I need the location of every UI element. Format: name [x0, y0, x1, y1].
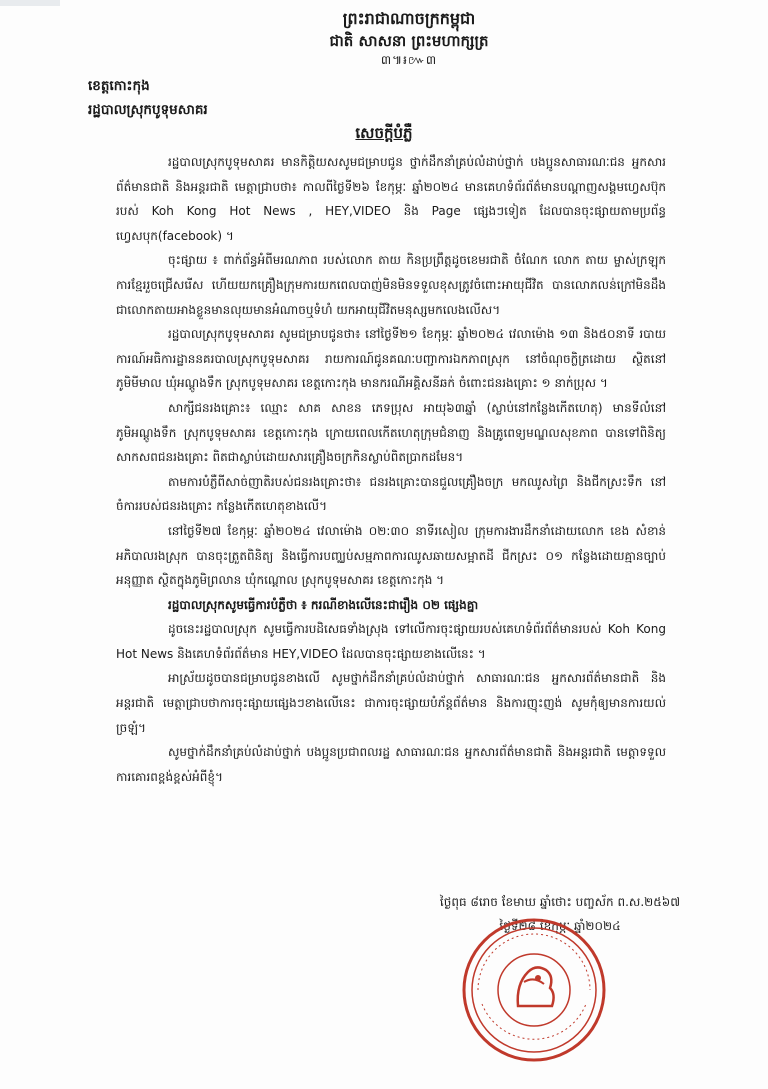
paragraph: សាក្សីជនរងគ្រោះ៖ ឈ្មោះ សាគ សាខន ភេទប្រុស អាយុ៦៣ឆ្នាំ (ស្លាប់នៅកន្លែងកើតហេតុ) មានទីលំនៅភូមិអណ្តូងទឹក ស្រុកបូទុមសាគរ ខេត្តកោះកុង ក្រោយពេលកើតហេតុក្រុមជំនាញ និងគ្រូពេទ្យមណ្ឌលសុខភាព បានទៅពិនិត្យសាកសពជនរងគ្រោះ ពិតជាស្លាប់ដោយសារគ្រឿងចក្រកិនស្លាប់ពិតប្រាកដមែន។ — [116, 400, 666, 465]
national-motto: ជាតិ សាសនា ព្រះមហាក្សត្រ — [329, 32, 489, 50]
kingdom-title: ព្រះរាជាណាចក្រកម្ពុជា — [342, 9, 476, 28]
issuing-authority — [88, 74, 208, 122]
district-administration: រដ្ឋបាលស្រុកបូទុមសាគរ — [88, 102, 208, 118]
paragraph: សូមថ្នាក់ដឹកនាំគ្រប់លំដាប់ថ្នាក់ បងប្អូនប្រជាពលរដ្ឋ សាធារណៈជន អ្នកសារព័ត៌មានជាតិ និងអន្តរជាតិ មេត្តាទទួលការគោរពខ្ពង់ខ្ពស់អំពីខ្ញុំ។ — [116, 745, 666, 784]
paragraph: ដូចនេះរដ្ឋបាលស្រុក សូមធ្វើការបដិសេធទាំងស្រុង ទៅលើការចុះផ្សាយរបស់គេហទំព័រព័ត៌មានរបស់ Koh Kong Hot News និងគេហទំព័រព័ត៌មាន HEY,VIDEO ដែលបានចុះផ្សាយខាងលើនេះ ។ — [116, 622, 666, 661]
document-title: សេចក្តីបំភ្លឺ — [355, 124, 413, 142]
ornament-divider: ៣៕៛៚៣ — [380, 53, 438, 67]
document-body — [116, 150, 666, 789]
paragraph: តាមការបំភ្លឺពីសាច់ញាតិរបស់ជនរងគ្រោះថា៖ ជនរងគ្រោះបានជួលគ្រឿងចក្រ មកឈូសព្រៃ និងជីកស្រះទឹក នៅចំការរបស់ជនរងគ្រោះ កន្លែងកើតហេតុខាងលើ។ — [116, 474, 666, 514]
lunar-date: ថ្ងៃពុធ ៨រោច ខែមាឃ ឆ្នាំថោះ បញ្ចស័ក ព.ស.២៥៦៧ — [439, 895, 681, 909]
paragraph: អាស្រ័យដូចបានជម្រាបជូនខាងលើ សូមថ្នាក់ដឹកនាំគ្រប់លំដាប់ថ្នាក់ សាធារណៈជន អ្នកសារព័ត៌មានជាតិ និងអន្តរជាតិ មេត្តាជ្រាបថាការចុះផ្សាយផ្សេងៗខាងលើនេះ ជាការចុះផ្សាយបំភ័ន្តព័ត៌មាន និងការញុះញង់ សូមកុំឲ្យមានការយល់ច្រឡំ។ — [116, 671, 666, 735]
paragraph: រដ្ឋបាលស្រុកបូទុមសាគរ មានកិត្តិយសសូមជម្រាបជូន ថ្នាក់ដឹកនាំគ្រប់លំដាប់ថ្នាក់ បងប្អូនសាធារណៈជន អ្នកសារព័ត៌មានជាតិ និងអន្តរជាតិ មេត្តាជ្រាបថា៖ កាលពីថ្ងៃទី២៦ ខែកុម្ភៈ ឆ្នាំ២០២៤ មានគេហទំព័រព័ត៌មានបណ្តាញសង្គមហ្វេសប៊ុករបស់ Koh Kong Hot News , HEY,VIDEO និង Page ផ្សេងៗទៀត ដែលបានចុះផ្សាយតាមប្រព័ន្ធហ្វេសបុក(facebook) ។ — [116, 155, 666, 243]
paragraph: ចុះផ្សាយ ៖ ពាក់ព័ន្ធអំពីមរណភាព របស់លោក តាយ កិនប្រព្រឹត្តដូចខេមរជាតិ ចំណែក លោក តាយ ម្ចាស់ក្រឡុកការខ្មែររួចជ្រើសរើស ហើយយកគ្រឿងក្រុមការយកពេលបាញ់មិនមិនទទួលខុសត្រូវចំពោះអាយុជីវិត បានលោភលន់ក្រៅមិនដឹងជាលោកតាយអាងខ្លួនមានលុយមានអំណាចឬទំហំ យកអាយុជីវិតមនុស្សមកលេងលើស។ — [116, 253, 666, 317]
scan-edge — [0, 0, 60, 6]
letterhead — [0, 8, 768, 68]
official-seal-icon — [458, 914, 610, 1066]
clarification-heading: រដ្ឋបាលស្រុកសូមធ្វើការបំភ្លឺថា ៖ ករណីខាងលើនេះជារឿង ០២ ផ្សេងគ្នា — [168, 597, 479, 612]
paragraph: រដ្ឋបាលស្រុកបូទុមសាគរ សូមជម្រាបជូនថា៖ នៅថ្ងៃទី២១ ខែកុម្ភៈ ឆ្នាំ២០២៤ វេលាម៉ោង ១៣ និង៥០នាទី របាយការណ៍អធិការដ្ឋាននគរបាលស្រុកបូទុមសាគរ រាយការណ៍ជូនគណៈបញ្ជាការឯកភាពស្រុក នៅចំណុចក្លិត្រដោយ ស្ថិតនៅភូមិមីមាល ឃុំអណ្តូងទឹក ស្រុកបូទុមសាគរ ខេត្តកោះកុង មានករណីអគ្គិសនីឆក់ ចំពោះជនរងគ្រោះ ១ នាក់ប្រុស ។ — [116, 327, 666, 391]
solar-date: ថ្ងៃទី២៨ ខែកុម្ភៈ ឆ្នាំ២០២៤ — [499, 919, 621, 933]
province-name: ខេត្តកោះកុង — [88, 78, 150, 94]
paragraph: នៅថ្ងៃទី២៧ ខែកុម្ភៈ ឆ្នាំ២០២៤ វេលាម៉ោង ០២:៣០ នាទីរសៀល ក្រុមការងារដឹកនាំដោយលោក ខេង សំខាន់ អភិបាលរងស្រុក បានចុះត្រួតពិនិត្យ និងធ្វើការបញ្ឈប់សម្មភាពការឈូសឆាយសម្អាតដី ជីកស្រះ ០១ កន្លែងដោយគ្មានច្បាប់អនុញ្ញាត ស្ថិតក្នុងភូមិព្រលាន ឃុំកណ្តោល ស្រុកបូទុមសាគរ ខេត្តកោះកុង ។ — [116, 523, 666, 588]
